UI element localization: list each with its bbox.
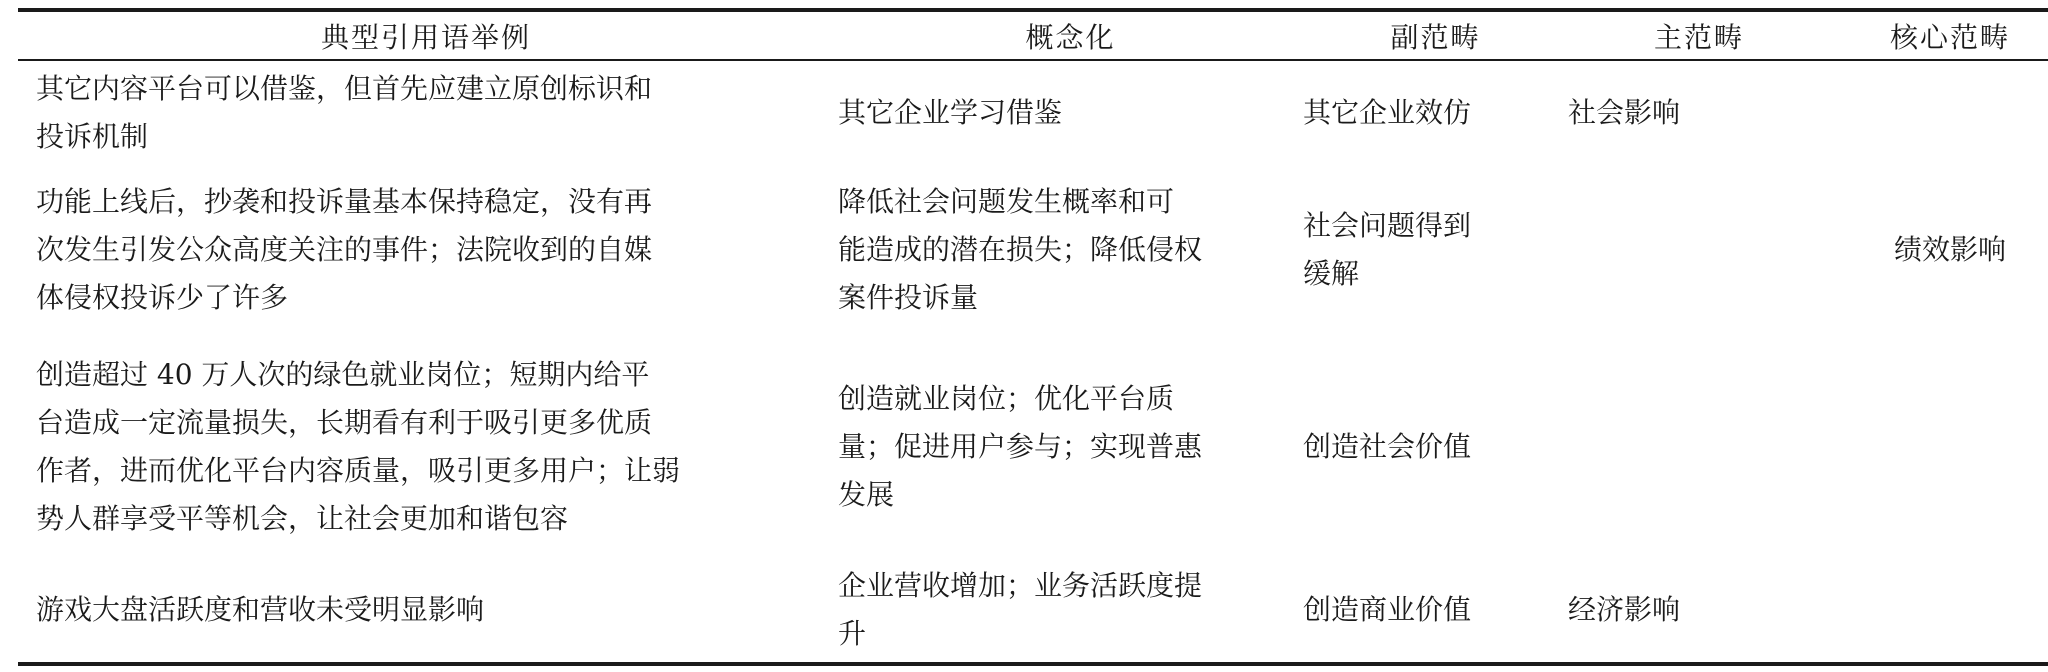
- table-body: [18, 60, 2048, 664]
- concept-cell: 降低社会问题发生概率和可 能造成的潜在损失；降低侵权 案件投诉量: [838, 185, 1203, 314]
- core-category-empty-cell: [1830, 336, 2048, 558]
- main-category-cell: 社会影响: [1568, 95, 1681, 129]
- core-category-empty-cell: [1830, 558, 2048, 664]
- core-category-empty-cell: [1830, 60, 2048, 164]
- coding-table: [18, 8, 2048, 666]
- quote-cell: 功能上线后，抄袭和投诉量基本保持稳定，没有再 次发生引发公众高度关注的事件；法院收到的自媒 体侵权投诉少了许多: [36, 185, 653, 314]
- table-row: [18, 336, 2048, 558]
- table-row: [18, 558, 2048, 664]
- table-header: [18, 10, 2048, 60]
- quote-cell: 游戏大盘活跃度和营收未受明显影响: [18, 558, 816, 664]
- sub-category-cell: 创造社会价值: [1303, 430, 1472, 463]
- header-main-category: 主范畴: [1568, 10, 1830, 60]
- main-category-cell: [1568, 164, 1830, 336]
- sub-category-cell: 其它企业效仿: [1303, 95, 1472, 129]
- header-row: [18, 10, 2048, 60]
- header-quote-examples: 典型引用语举例: [18, 10, 816, 60]
- concept-cell: 其它企业学习借鉴: [838, 95, 1063, 129]
- header-sub-category: 副范畴: [1303, 10, 1568, 60]
- core-category-cell: 绩效影响: [1893, 233, 2006, 266]
- quote-cell: 其它内容平台可以借鉴，但首先应建立原创标识和 投诉机制: [36, 71, 653, 153]
- table-row: [18, 164, 2048, 336]
- sub-category-cell: 社会问题得到 缓解: [1303, 209, 1472, 290]
- header-conceptualization: 概念化: [816, 10, 1303, 60]
- main-category-cell: 经济影响: [1568, 558, 1830, 664]
- concept-cell: 创造就业岗位；优化平台质 量；促进用户参与；实现普惠 发展: [838, 382, 1203, 511]
- table-row: [18, 60, 2048, 164]
- quote-cell: 创造超过 40 万人次的绿色就业岗位；短期内给平 台造成一定流量损失，长期看有利于吸引更多优质 作者，进而优化平台内容质量，吸引更多用户；让弱 势人群享受平等机会，让社会更加和谐包容: [36, 358, 681, 535]
- main-category-cell: [1568, 336, 1830, 558]
- sub-category-cell: 创造商业价值: [1303, 558, 1568, 664]
- header-core-category: 核心范畴: [1830, 10, 2048, 60]
- concept-cell: 企业营收增加；业务活跃度提 升: [816, 558, 1303, 664]
